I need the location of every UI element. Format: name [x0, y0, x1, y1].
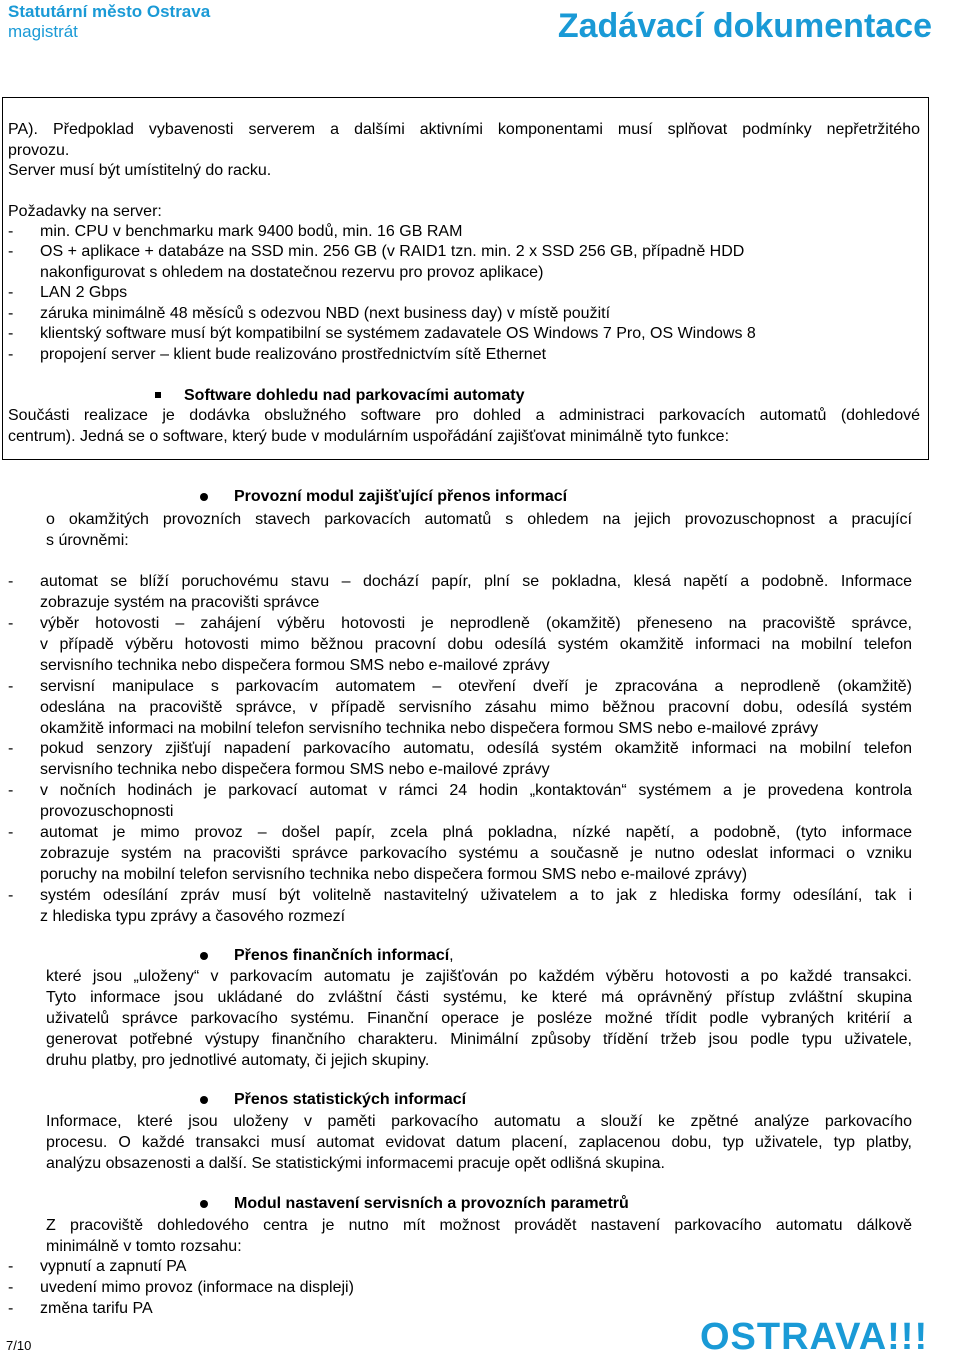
module-text-line: uživatelů správce parkovacího systému. Finanční operace je posléze možné třídit podle vybraných kritérií a	[46, 1010, 912, 1027]
list-dash: -	[8, 678, 14, 695]
bullet-icon	[200, 1200, 208, 1208]
list-dash: -	[8, 1258, 14, 1275]
requirement-item: OS + aplikace + databáze na SSD min. 256 GB (v RAID1 tzn. min. 2 x SSD 256 GB, případně HDD	[40, 243, 745, 260]
module-text-line: Informace, které jsou uloženy v paměti parkovacího automatu a slouží ke zpětné analýze parkovacího	[46, 1113, 912, 1130]
status-item-line: odeslána na pracoviště správce, v případě servisního zásahu mimo běžnou pracovní dobu, odesílá systém	[40, 699, 912, 716]
software-text-line: centrum). Jedná se o software, který bude v modulárním uspořádání zajišťovat minimálně tyto funkce:	[8, 428, 730, 445]
software-heading: Software dohledu nad parkovacími automaty	[184, 387, 525, 404]
list-dash: -	[8, 1300, 14, 1317]
module-title: Přenos finančních informací	[234, 947, 450, 964]
list-dash: -	[8, 782, 14, 799]
square-bullet-icon	[155, 392, 161, 398]
page-number: 7/10	[6, 1338, 32, 1353]
module-text-line: Tyto informace jsou ukládané do zvláštní části systému, ke které má oprávněný přístup zvláštní skupina	[46, 989, 912, 1006]
parameter-item: uvedení mimo provoz (informace na displeji)	[40, 1279, 354, 1296]
requirement-item: propojení server – klient bude realizováno prostřednictvím sítě Ethernet	[40, 346, 547, 363]
organization-name: Statutární město Ostrava	[8, 2, 211, 21]
status-item-line: automat je mimo provoz – došel papír, zcela plná pokladna, nízké napětí, a podobně, (tyto informace	[40, 824, 912, 841]
bullet-icon	[200, 493, 208, 501]
status-item-line: poruchy na mobilní telefon servisního technika nebo dispečera formou SMS nebo e-mailové zprávy)	[40, 866, 748, 883]
rack-requirement: Server musí být umístitelný do racku.	[8, 162, 272, 179]
parameter-item: vypnutí a zapnutí PA	[40, 1258, 187, 1275]
status-item-line: servisní manipulace s parkovacím automatem – otevření dveří je zpracována a neprodleně (okamžitě)	[40, 678, 912, 695]
list-dash: -	[8, 223, 14, 240]
module-title: Modul nastavení servisních a provozních parametrů	[234, 1195, 629, 1212]
bullet-icon	[200, 952, 208, 960]
status-item-line: zobrazuje systém na pracovišti správce parkovacího systému a současně je nutno odeslat informaci o vzniku	[40, 845, 912, 862]
status-item-line: servisního technika nebo dispečera formou SMS nebo e-mailové zprávy	[40, 657, 550, 674]
box-text-line: PA). Předpoklad vybavenosti serverem a dalšími aktivními komponentami musí splňovat podmínky nepřetržitého	[8, 121, 920, 138]
module-text-line: druhu platby, pro jednotlivé automaty, či jejich skupiny.	[46, 1052, 430, 1069]
module-intro-line: s úrovněmi:	[46, 532, 129, 549]
requirement-item: LAN 2 Gbps	[40, 284, 128, 301]
status-item-line: pokud senzory zjišťují napadení parkovacího automatu, odesílá systém okamžitě informaci na mobilní telefon	[40, 740, 912, 757]
software-text-line: Součásti realizace je dodávka obslužného software pro dohled a administraci parkovacích automatů (dohledové	[8, 407, 920, 424]
list-dash: -	[8, 615, 14, 632]
requirement-item: min. CPU v benchmarku mark 9400 bodů, min. 16 GB RAM	[40, 223, 463, 240]
status-item-line: systém odesílání zpráv musí být volitelně nastavitelný uživatelem a to jak z hlediska formy odesílání, tak i	[40, 887, 912, 904]
module-text-line: Z pracoviště dohledového centra je nutno mít možnost provádět nastavení parkovacího automatu dálkově	[46, 1217, 912, 1234]
list-dash: -	[8, 1279, 14, 1296]
status-item-line: z hlediska typu zprávy a časového rozmezí	[40, 908, 346, 925]
status-item-line: zobrazuje systém na pracovišti správce	[40, 594, 320, 611]
list-dash: -	[8, 887, 14, 904]
status-item-line: v nočních hodinách je parkovací automat v rámci 24 hodin „kontaktován“ systémem a je provedena kontrola	[40, 782, 912, 799]
status-item-line: automat se blíží poruchovému stavu – dochází papír, plní se pokladna, klesá napětí a podobně. Informace	[40, 573, 912, 590]
document-title: Zadávací dokumentace	[557, 7, 932, 45]
parameter-item: změna tarifu PA	[40, 1300, 153, 1317]
module-intro-line: o okamžitých provozních stavech parkovacích automatů s ohledem na jejich provozuschopnost a pracující	[46, 511, 912, 528]
department-name: magistrát	[8, 22, 78, 41]
module-text-line: které jsou „uloženy“ v parkovacím automatu je zajišťován po každém výběru hotovosti a po každé transakci.	[46, 968, 912, 985]
module-title-row	[234, 946, 454, 966]
ostrava-logo: OSTRAVA!!!	[700, 1316, 929, 1358]
requirement-item: klientský software musí být kompatibilní se systémem zadavatele OS Windows 7 Pro, OS Windows 8	[40, 325, 756, 342]
module-text-line: generovat potřebné výstupy finančního charakteru. Minimální způsoby třídění tržeb jsou podle typu uživatele,	[46, 1031, 912, 1048]
module-text-line: minimálně v tomto rozsahu:	[46, 1238, 242, 1255]
module-text-line: analýzu obsazenosti a další. Se statistickými informacemi pracuje opět odlišná skupina.	[46, 1155, 665, 1172]
requirement-item: záruka minimálně 48 měsíců s odezvou NBD (next business day) v místě použití	[40, 305, 611, 322]
box-text-line: provozu.	[8, 142, 70, 159]
module-title-suffix: ,	[449, 947, 454, 964]
module-title: Přenos statistických informací	[234, 1091, 467, 1108]
list-dash: -	[8, 243, 14, 260]
list-dash: -	[8, 573, 14, 590]
list-dash: -	[8, 305, 14, 322]
status-item-line: výběr hotovosti – zahájení výběru hotovosti je neprodleně (okamžitě) přeneseno na pracoviště správce,	[40, 615, 912, 632]
status-item-line: servisního technika nebo dispečera formou SMS nebo e-mailové zprávy	[40, 761, 550, 778]
status-item-line: okamžitě informaci na mobilní telefon servisního technika nebo dispečera formou SMS nebo e-mailové zprávy	[40, 720, 819, 737]
list-dash: -	[8, 740, 14, 757]
list-dash: -	[8, 325, 14, 342]
requirement-item: nakonfigurovat s ohledem na dostatečnou rezervu pro provoz aplikace)	[40, 264, 544, 281]
status-item-line: provozuschopnosti	[40, 803, 174, 820]
requirements-heading: Požadavky na server:	[8, 203, 162, 220]
list-dash: -	[8, 824, 14, 841]
module-title: Provozní modul zajišťující přenos informací	[234, 488, 568, 505]
bullet-icon	[200, 1096, 208, 1104]
list-dash: -	[8, 346, 14, 363]
module-text-line: procesu. O každé transakci musí automat evidovat datum placení, zaplacenou dobu, typ uživatele, typ platby,	[46, 1134, 912, 1151]
list-dash: -	[8, 284, 14, 301]
status-item-line: v případě výběru hotovosti mimo běžnou pracovní dobu odesílá systém okamžitě informaci na mobilní telefon	[40, 636, 912, 653]
